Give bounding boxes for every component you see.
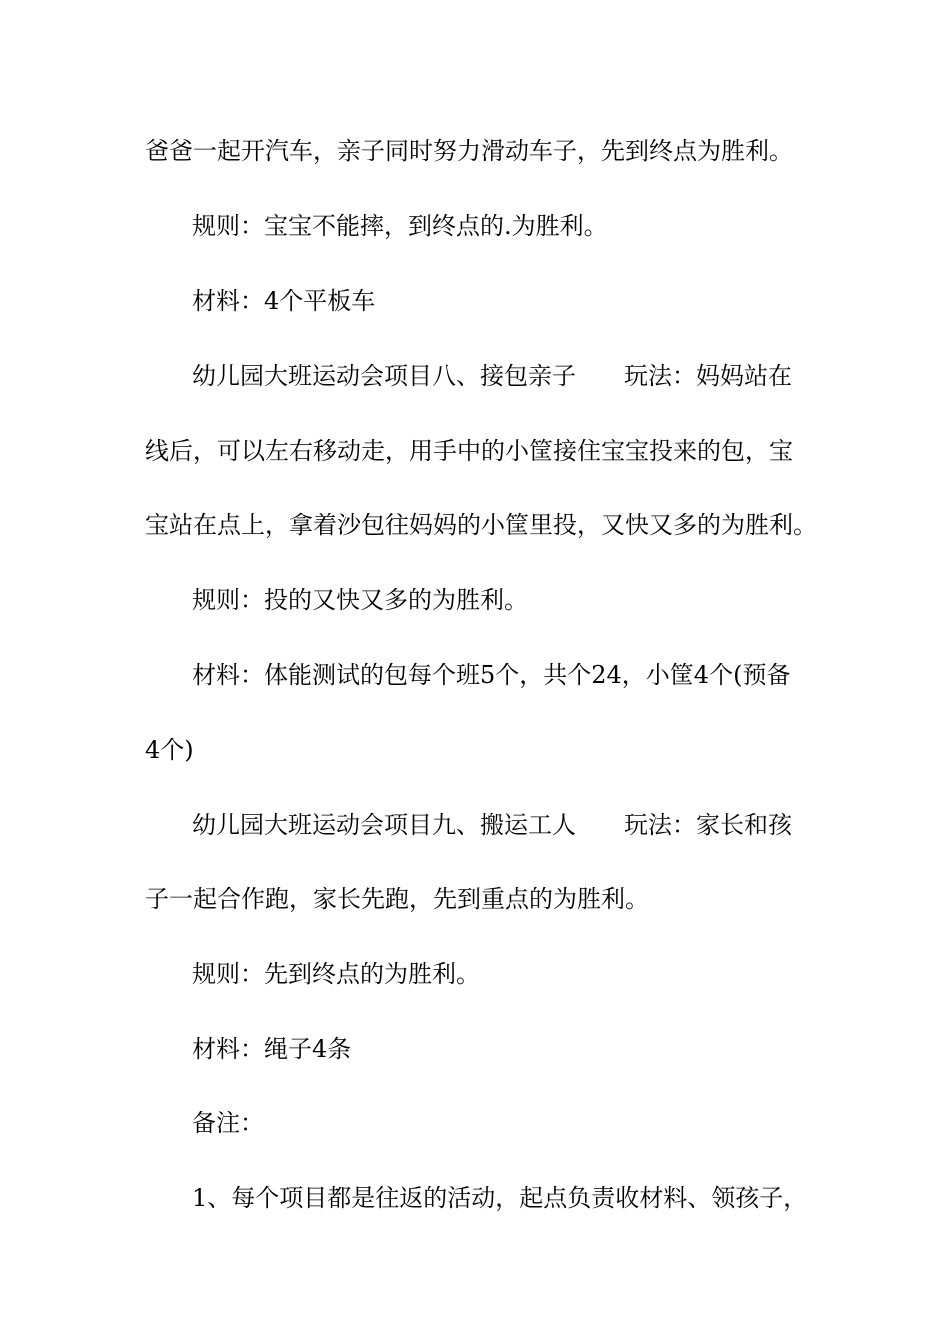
paragraph-line: 备注： [192,1109,264,1137]
paragraph-line: 规则：宝宝不能摔，到终点的.为胜利。 [192,212,608,240]
paragraph-line: 材料：4个平板车 [192,287,376,315]
paragraph-line: 材料：绳子4条 [192,1035,352,1063]
paragraph-line: 子一起合作跑，家长先跑，先到重点的为胜利。 [145,885,649,913]
paragraph-line: 1、每个项目都是往返的活动，起点负责收材料、领孩子， [192,1184,808,1212]
paragraph-line: 幼儿园大班运动会项目九、搬运工人 玩法：家长和孩 [192,811,792,839]
paragraph-line: 材料：体能测试的包每个班5个，共个24，小筐4个(预备 [192,661,791,689]
paragraph-line: 宝站在点上，拿着沙包往妈妈的小筐里投，又快又多的为胜利。 [145,511,817,539]
paragraph-line: 爸爸一起开汽车，亲子同时努力滑动车子，先到终点为胜利。 [145,137,793,165]
paragraph-line: 线后，可以左右移动走，用手中的小筐接住宝宝投来的包，宝 [145,437,793,465]
paragraph-line: 规则：先到终点的为胜利。 [192,960,480,988]
paragraph-line: 4个) [145,736,194,764]
paragraph-line: 幼儿园大班运动会项目八、接包亲子 玩法：妈妈站在 [192,362,792,390]
paragraph-line: 规则：投的又快又多的为胜利。 [192,586,528,614]
